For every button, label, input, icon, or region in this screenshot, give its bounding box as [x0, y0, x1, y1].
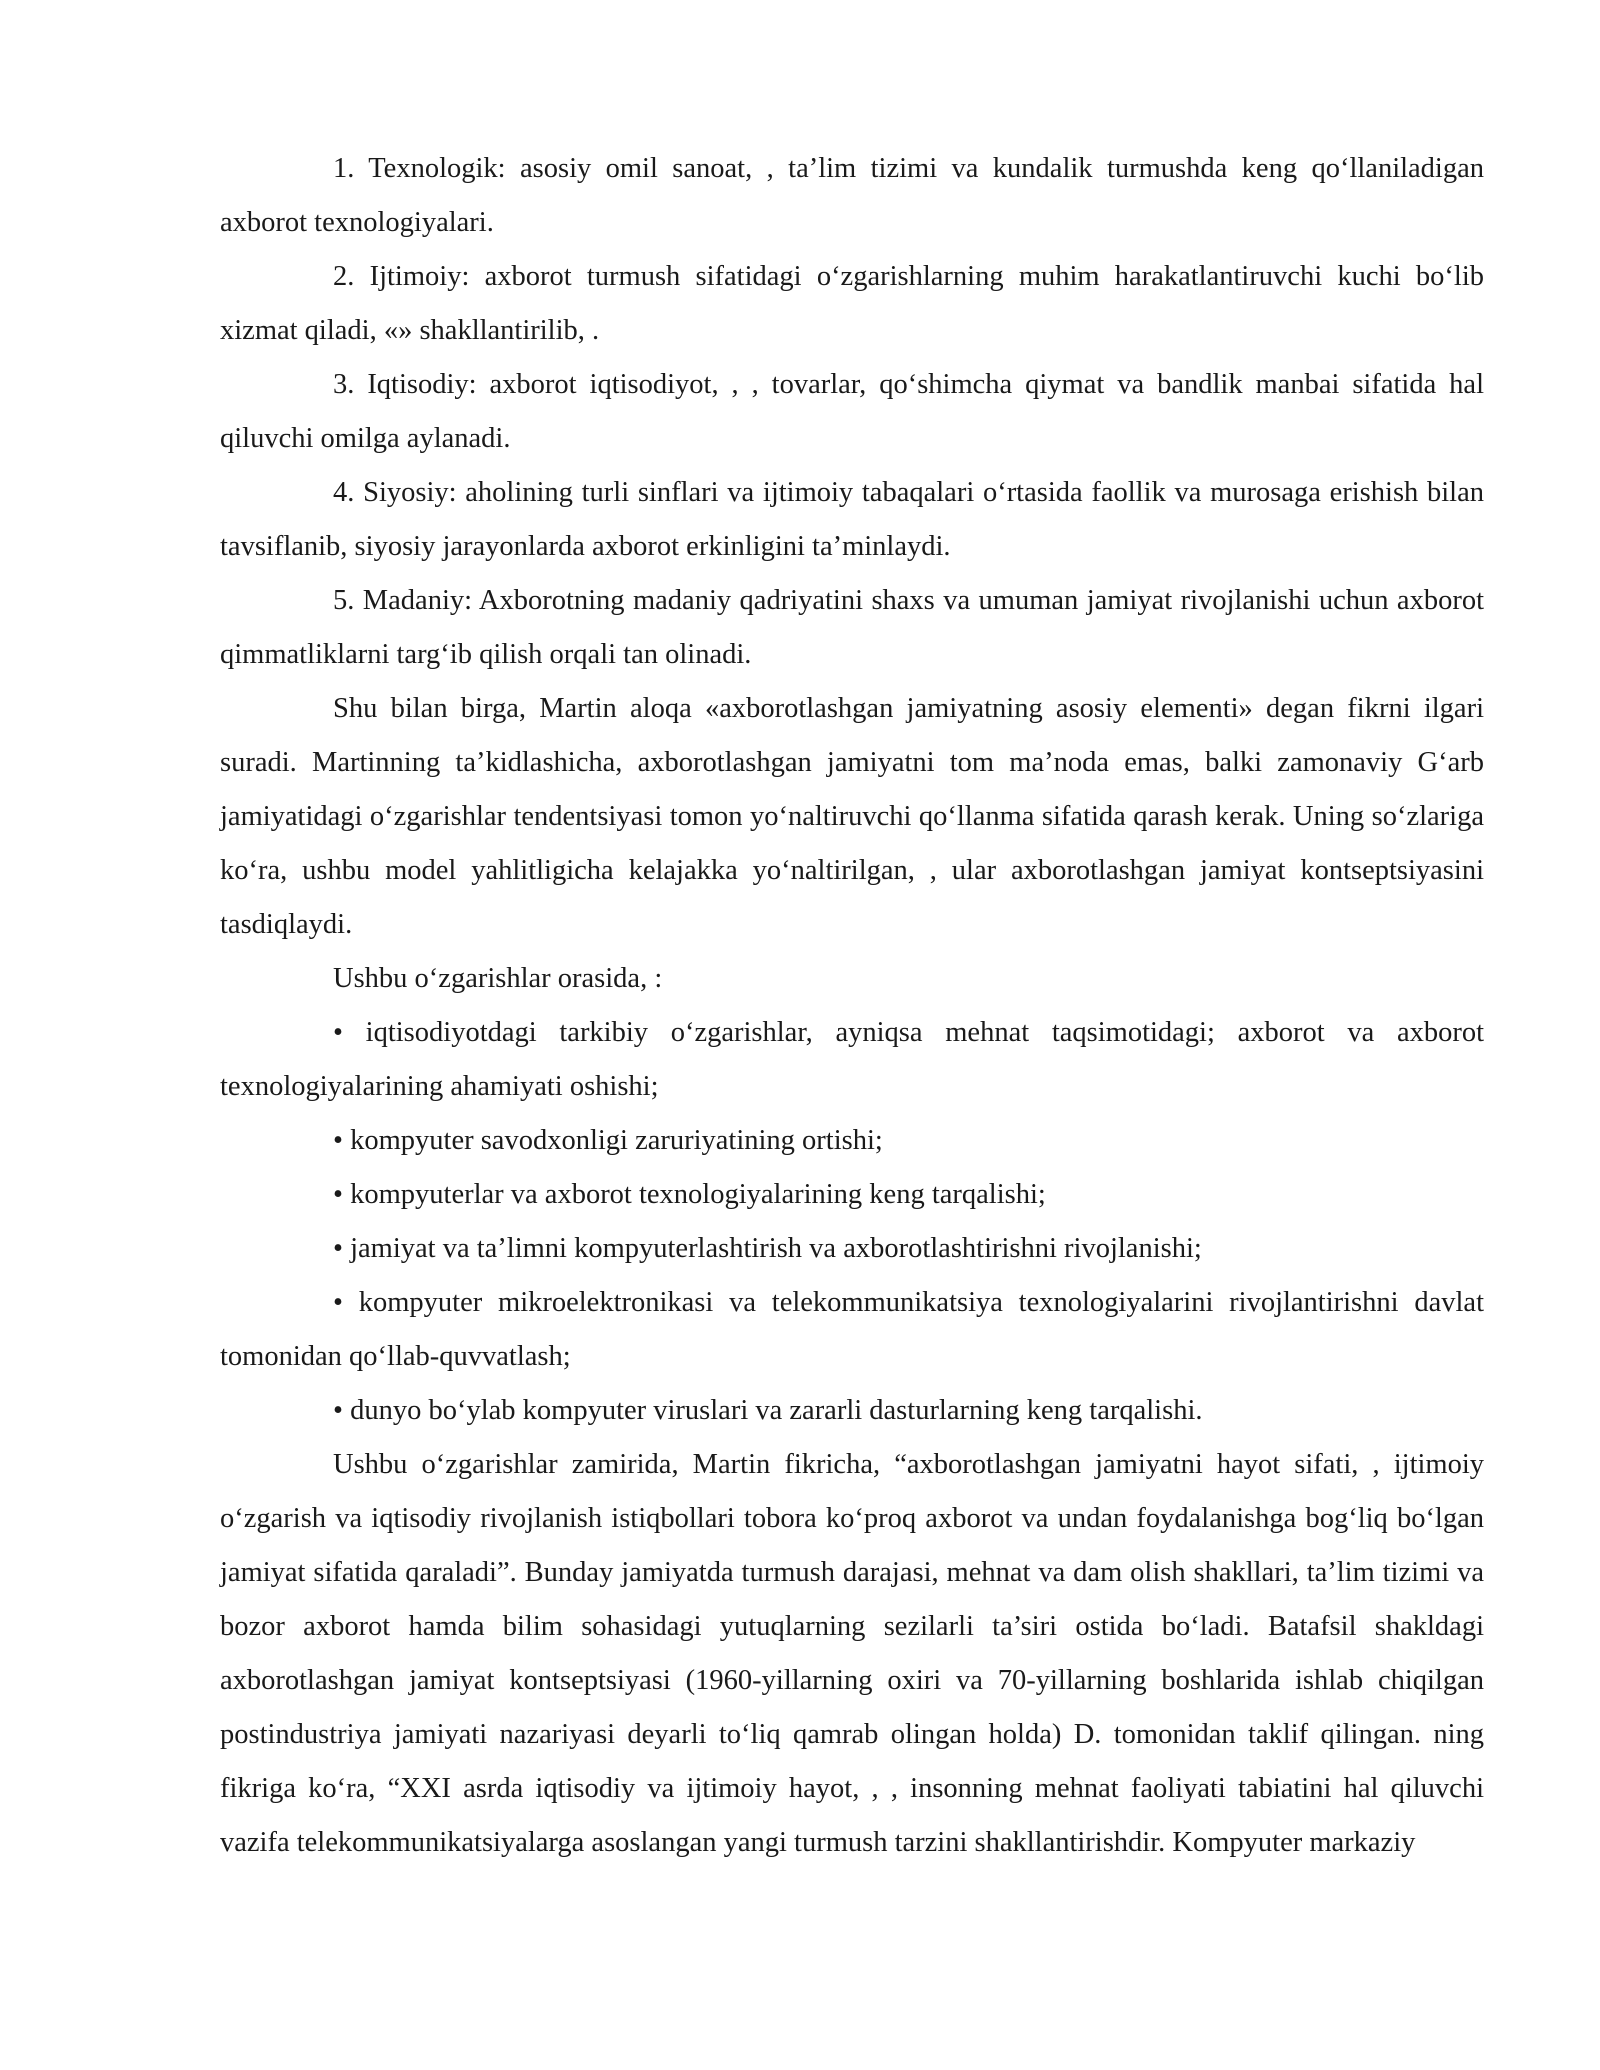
paragraph-martin-conclusion: Ushbu o‘zgarishlar zamirida, Martin fikricha, “axborotlashgan jamiyatni hayot sifati, , ijtimoiy o‘zgarish va iqtisodiy rivojlanish istiqbollari tobora ko‘proq axborot va undan foydalanishga bog‘liq bo‘lgan jamiyat sifatida qaraladi”. Bunday jamiyatda turmush darajasi, mehnat va dam olish shakllari, ta’lim tizimi va bozor axborot hamda bilim sohasidagi yutuqlarning sezilarli ta’siri ostida bo‘ladi. Batafsil shakldagi axborotlashgan jamiyat kontseptsiyasi (1960-yillarning oxiri va 70-yillarning boshlarida ishlab chiqilgan postindustriya jamiyati nazariyasi deyarli to‘liq qamrab olingan holda) D. tomonidan taklif qilingan. ning fikriga ko‘ra, “XXI asrda iqtisodiy va ijtimoiy hayot, , , insonning mehnat faoliyati tabiatini hal qiluvchi vazifa telekommunikatsiyalarga asoslangan yangi turmush tarzini shakllantirishdir. Kompyuter markaziy — [220, 1449, 1484, 1858]
paragraph-social: 2. Ijtimoiy: axborot turmush sifatidagi o‘zgarishlarning muhim harakatlantiruvchi kuchi bo‘lib xizmat qiladi, «» shakllantirilib, . — [220, 261, 1484, 346]
document-page — [220, 142, 1484, 1870]
bullet-computer-literacy: • kompyuter savodxonligi zaruriyatining ortishi; — [333, 1125, 883, 1156]
paragraph-cultural: 5. Madaniy: Axborotning madaniy qadriyatini shaxs va umuman jamiyat rivojlanishi uchun axborot qimmatliklarni targ‘ib qilish orqali tan olinadi. — [220, 585, 1484, 670]
paragraph-martin-communication: Shu bilan birga, Martin aloqa «axborotlashgan jamiyatning asosiy elementi» degan fikrni ilgari suradi. Martinning ta’kidlashicha, axborotlashgan jamiyatni tom ma’noda emas, balki zamonaviy G‘arb jamiyatidagi o‘zgarishlar tendentsiyasi tomon yo‘naltiruvchi qo‘llanma sifatida qarash kerak. Uning so‘zlariga ko‘ra, ushbu model yahlitligicha kelajakka yo‘naltirilgan, , ular axborotlashgan jamiyat kontseptsiyasini tasdiqlaydi. — [220, 693, 1484, 940]
bullet-structural-changes: • iqtisodiyotdagi tarkibiy o‘zgarishlar, ayniqsa mehnat taqsimotidagi; axborot va axborot texnologiyalarining ahamiyati oshishi; — [220, 1017, 1484, 1102]
paragraph-changes-intro: Ushbu o‘zgarishlar orasida, : — [333, 963, 663, 994]
paragraph-economic: 3. Iqtisodiy: axborot iqtisodiyot, , , tovarlar, qo‘shimcha qiymat va bandlik manbai sifatida hal qiluvchi omilga aylanadi. — [220, 369, 1484, 454]
paragraph-technological: 1. Texnologik: asosiy omil sanoat, , ta’lim tizimi va kundalik turmushda keng qo‘llaniladigan axborot texnologiyalari. — [220, 153, 1484, 238]
bullet-computer-spread: • kompyuterlar va axborot texnologiyalarining keng tarqalishi; — [333, 1179, 1046, 1210]
bullet-computerization: • jamiyat va ta’limni kompyuterlashtirish va axborotlashtirishni rivojlanishi; — [333, 1233, 1202, 1264]
paragraph-political: 4. Siyosiy: aholining turli sinflari va ijtimoiy tabaqalari o‘rtasida faollik va murosaga erishish bilan tavsiflanib, siyosiy jarayonlarda axborot erkinligini ta’minlaydi. — [220, 477, 1484, 562]
bullet-state-support: • kompyuter mikroelektronikasi va telekommunikatsiya texnologiyalarini rivojlantirishni davlat tomonidan qo‘llab-quvvatlash; — [220, 1287, 1484, 1372]
bullet-viruses: • dunyo bo‘ylab kompyuter viruslari va zararli dasturlarning keng tarqalishi. — [333, 1395, 1203, 1426]
